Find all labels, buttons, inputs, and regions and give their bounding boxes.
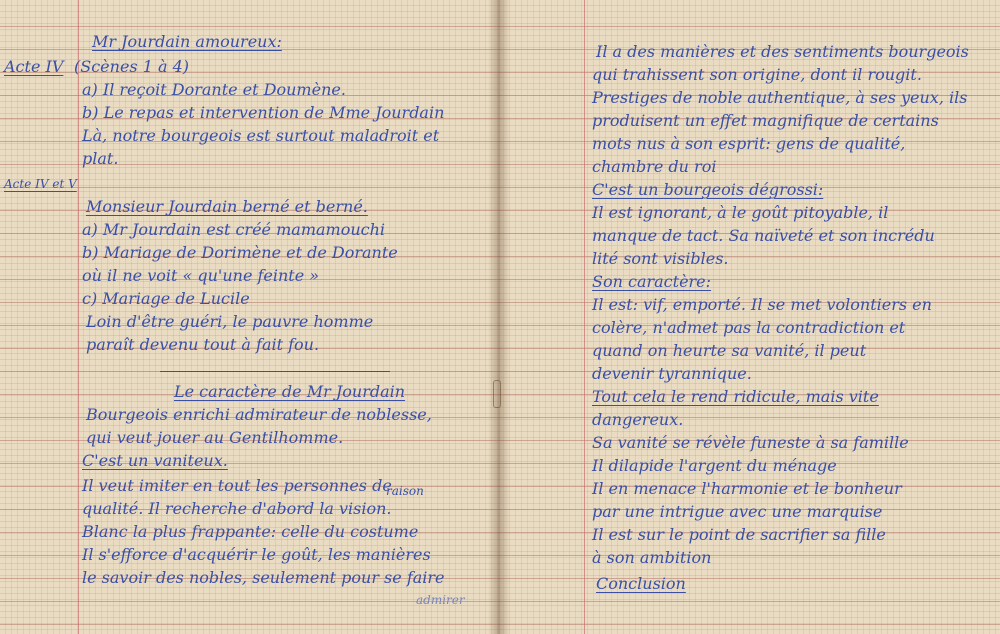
text-line: à son ambition bbox=[592, 548, 712, 567]
catchword: admirer bbox=[416, 593, 465, 607]
text-line: Prestiges de noble authentique, à ses yeux, ils bbox=[592, 88, 968, 107]
text-line: quand on heurte sa vanité, il peut bbox=[592, 341, 867, 360]
section-heading: C'est un bourgeois dégrossi: bbox=[592, 180, 824, 199]
text-line: Blanc la plus frappante: celle du costume bbox=[82, 522, 419, 541]
text-line: par une intrigue avec une marquise bbox=[592, 502, 883, 521]
section-heading: Conclusion bbox=[596, 574, 686, 593]
right-page bbox=[498, 0, 1000, 634]
text-line: colère, n'admet pas la contradiction et bbox=[592, 318, 906, 337]
section-heading: Son caractère: bbox=[592, 272, 712, 291]
text-line: qui trahissent son origine, dont il rougit. bbox=[592, 65, 922, 84]
text-line: Bourgeois enrichi admirateur de noblesse, bbox=[86, 405, 432, 424]
text-line: Il veut imiter en tout les personnes de bbox=[82, 476, 392, 495]
section-heading: C'est un vaniteux. bbox=[82, 451, 228, 470]
section-heading: Le caractère de Mr Jourdain bbox=[174, 382, 406, 401]
text-line: qui veut jouer au Gentilhomme. bbox=[86, 428, 344, 447]
acte-label-1: Acte IV bbox=[4, 57, 64, 76]
text-line: Il dilapide l'argent du ménage bbox=[592, 456, 837, 475]
list-item: a) Il reçoit Dorante et Doumène. bbox=[82, 80, 346, 99]
text-line: paraît devenu tout à fait fou. bbox=[86, 335, 320, 354]
list-item: b) Le repas et intervention de Mme Jourdain bbox=[82, 103, 445, 122]
acte-label-2: Acte IV et V bbox=[4, 177, 77, 191]
text-line: plat. bbox=[82, 149, 119, 168]
list-item: b) Mariage de Dorimène et de Dorante bbox=[82, 243, 398, 262]
left-page bbox=[0, 0, 498, 634]
text-line: qualité. Il recherche d'abord la vision. bbox=[82, 499, 392, 518]
text-line: devenir tyrannique. bbox=[592, 364, 752, 383]
correction-note: raison bbox=[386, 484, 424, 498]
text-line: Loin d'être guéri, le pauvre homme bbox=[86, 312, 374, 331]
text-line: mots nus à son esprit: gens de qualité, bbox=[592, 134, 906, 153]
text-line: manque de tact. Sa naïveté et son incrédu bbox=[592, 226, 935, 245]
list-item: c) Mariage de Lucile bbox=[82, 289, 250, 308]
binding-gutter bbox=[488, 0, 510, 634]
text-line: dangereux. bbox=[592, 410, 684, 429]
text-line: Il s'efforce d'acquérir le goût, les manières bbox=[82, 545, 431, 564]
staple bbox=[493, 380, 501, 408]
page-title: Mr Jourdain amoureux: bbox=[92, 32, 282, 51]
list-item: a) Mr Jourdain est créé mamamouchi bbox=[82, 220, 386, 239]
text-line: Il en menace l'harmonie et le bonheur bbox=[592, 479, 902, 498]
text-line: Il est ignorant, à le goût pitoyable, il bbox=[592, 203, 889, 222]
text-line: Il est: vif, emporté. Il se met volontiers en bbox=[592, 295, 932, 314]
text-line: produisent un effet magnifique de certains bbox=[592, 111, 939, 130]
text-line: Il est sur le point de sacrifier sa fille bbox=[592, 525, 886, 544]
text-line: où il ne voit « qu'une feinte » bbox=[82, 266, 320, 285]
left-margin-rule bbox=[78, 0, 79, 634]
section-divider bbox=[160, 371, 390, 372]
text-line: le savoir des nobles, seulement pour se faire bbox=[82, 568, 445, 587]
text-line: Là, notre bourgeois est surtout maladroit et bbox=[82, 126, 440, 145]
text-line: lité sont visibles. bbox=[592, 249, 729, 268]
text-line: Tout cela le rend ridicule, mais vite bbox=[592, 387, 879, 406]
scenes-label: (Scènes 1 à 4) bbox=[74, 57, 190, 76]
section-heading: Monsieur Jourdain berné et berné. bbox=[86, 197, 368, 216]
text-line: Sa vanité se révèle funeste à sa famille bbox=[592, 433, 909, 452]
text-line: Il a des manières et des sentiments bourgeois bbox=[596, 42, 969, 61]
right-margin-rule bbox=[584, 0, 585, 634]
text-line: chambre du roi bbox=[592, 157, 717, 176]
